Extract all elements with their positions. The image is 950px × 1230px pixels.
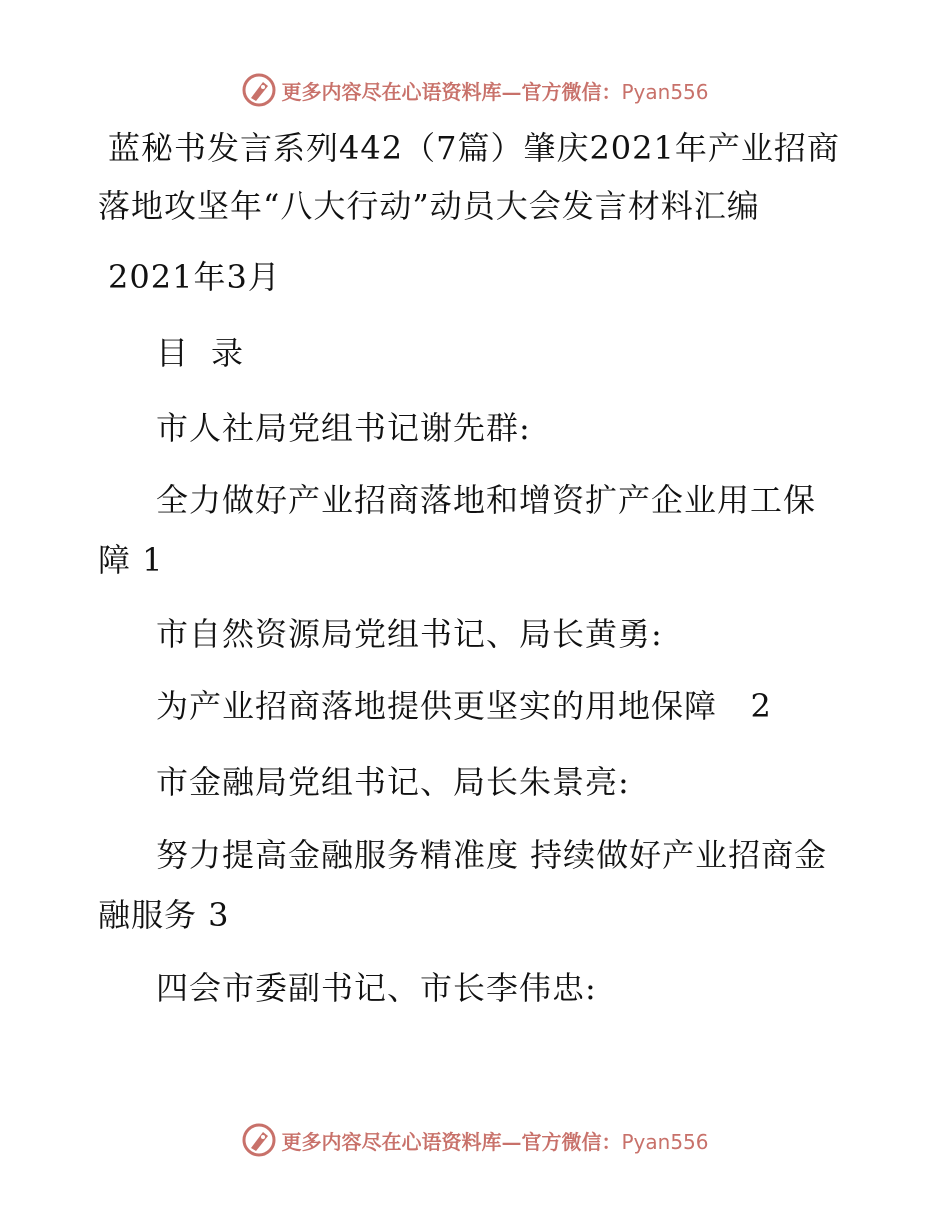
document-title-line-1: 蓝秘书发言系列442（7篇）肇庆2021年产业招商 [108, 129, 840, 167]
pen-nib-logo-icon [241, 1122, 277, 1158]
watermark-separator: — [501, 79, 522, 104]
toc-author-3: 市金融局党组书记、局长朱景亮: [156, 763, 630, 801]
toc-entry-3-line-1: 努力提高金融服务精准度 持续做好产业招商金 [156, 836, 828, 874]
toc-author-1: 市人社局党组书记谢先群: [156, 409, 531, 447]
document-title-line-2: 落地攻坚年“八大行动”动员大会发言材料汇编 [98, 187, 760, 225]
toc-heading-char-1: 目 [156, 334, 190, 372]
watermark-separator: — [501, 1129, 522, 1154]
watermark-bottom [0, 1120, 950, 1160]
toc-author-2: 市自然资源局党组书记、局长黄勇: [156, 615, 663, 653]
document-date: 2021年3月 [108, 258, 281, 296]
toc-heading [156, 333, 244, 373]
toc-entry-1-line-2: 障 1 [98, 541, 164, 579]
watermark-text [281, 1126, 708, 1155]
watermark-id: Pyan556 [621, 79, 709, 104]
watermark-id: Pyan556 [621, 1129, 709, 1154]
watermark-brand: 更多内容尽在心语资料库 [281, 79, 502, 104]
pen-nib-logo-icon [241, 72, 277, 108]
watermark-brand: 更多内容尽在心语资料库 [281, 1129, 502, 1154]
watermark-text [281, 76, 708, 105]
toc-heading-char-2: 录 [211, 334, 245, 372]
toc-entry-3-line-2: 融服务 3 [98, 896, 230, 934]
watermark-contact: 官方微信： [521, 79, 622, 104]
toc-author-4: 四会市委副书记、市长李伟忠: [156, 969, 597, 1007]
toc-entry-2: 为产业招商落地提供更坚实的用地保障 2 [156, 687, 772, 725]
watermark-top [0, 70, 950, 110]
toc-entry-1-line-1: 全力做好产业招商落地和增资扩产企业用工保 [156, 481, 817, 519]
watermark-contact: 官方微信： [521, 1129, 622, 1154]
